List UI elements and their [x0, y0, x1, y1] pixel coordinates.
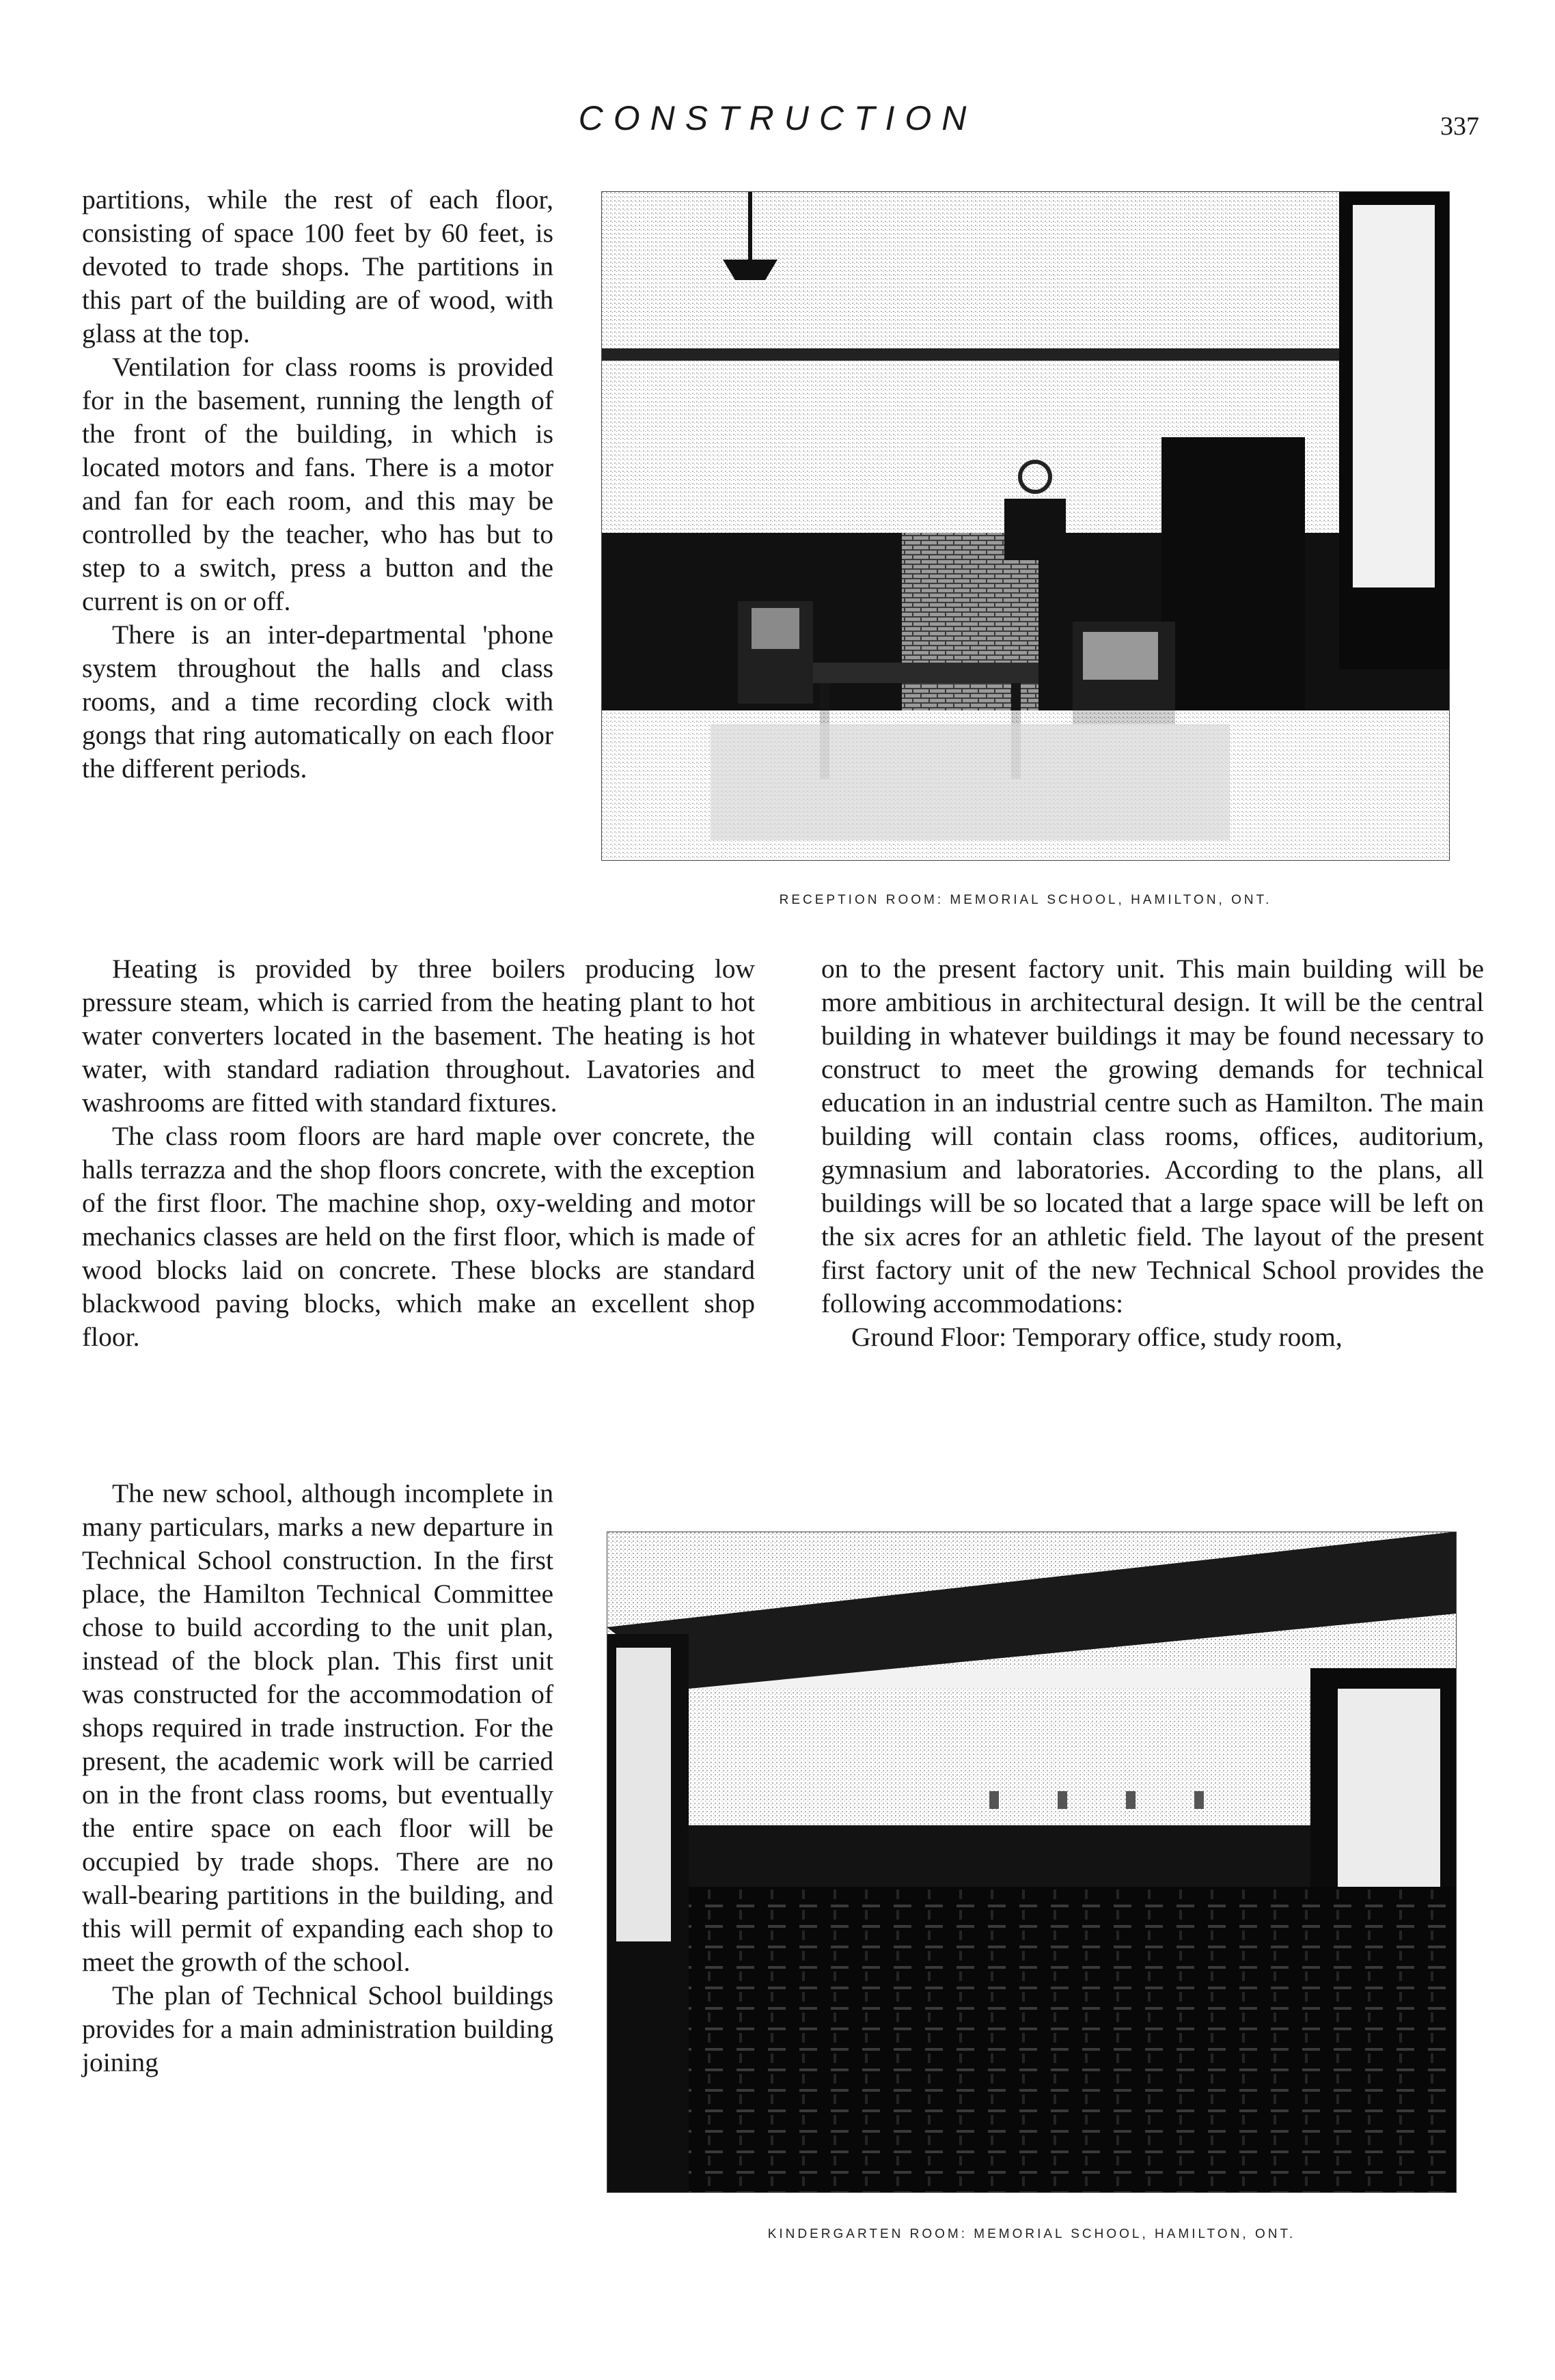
page-number: 337	[1440, 112, 1479, 141]
article-paragraph: The class room floors are hard maple over concrete, the halls terrazza and the shop floors concrete, with the exception of the first floor. The machine shop, oxy-welding and motor mechanics classes are held on the first floor, which is made of wood blocks laid on concrete. These blocks are standard blackwood paving blocks, which make an excellent shop floor.	[82, 1121, 755, 1352]
article-column-1-bottom	[82, 1477, 553, 2079]
article-column-1-middle	[82, 952, 755, 1354]
article-paragraph: Ground Floor: Temporary office, study room,	[851, 1322, 1343, 1352]
reception-room-caption: RECEPTION ROOM: MEMORIAL SCHOOL, HAMILTON, ONT.	[779, 893, 1272, 907]
article-paragraph: The new school, although incomplete in many particulars, marks a new departure in Technical School construction. In the first place, the Hamilton Technical Committee chose to build according to the unit plan, instead of the block plan. This first unit was constructed for the accommodation of shops required in trade instruction. For the present, the academic work will be carried on in the front class rooms, but eventually the entire space on each floor will be occupied by trade shops. There are no wall-bearing partitions in the building, and this will permit of expanding each shop to meet the growth of the school.	[82, 1478, 553, 1977]
article-paragraph: There is an inter-departmental 'phone system throughout the halls and class rooms, and a time recording clock with gongs that ring automatically on each floor the different periods.	[82, 620, 553, 784]
article-paragraph: on to the present factory unit. This main building will be more ambitious in architectural design. It will be the central building in whatever buildings it may be found necessary to construct to meet the growing demands for technical education in an industrial centre such as Hamilton. The main building will contain class rooms, offices, auditorium, gymnasium and laboratories. According to the plans, all buildings will be so located that a large space will be left on the six acres for an athletic field. The layout of the present first factory unit of the new Technical School provides the following accommodations:	[821, 954, 1484, 1318]
article-column-1-top	[82, 183, 553, 786]
article-paragraph: Ventilation for class rooms is provided for in the basement, running the length of the front of the building, in which is located motors and fans. There is a motor and fan for each room, and this may be controlled by the teacher, who has but to step to a switch, press a button and the current is on or off.	[82, 352, 553, 616]
kindergarten-room-photo	[607, 1532, 1457, 2193]
reception-room-photo	[601, 191, 1450, 861]
running-header-title: CONSTRUCTION	[578, 99, 977, 137]
kindergarten-room-caption: KINDERGARTEN ROOM: MEMORIAL SCHOOL, HAMILTON, ONT.	[767, 2227, 1296, 2241]
article-column-2	[821, 952, 1484, 1354]
article-paragraph: partitions, while the rest of each floor, consisting of space 100 feet by 60 feet, is devoted to trade shops. The partitions in this part of the building are of wood, with glass at the top.	[82, 184, 553, 348]
article-paragraph: The plan of Technical School buildings provides for a main administration building joining	[82, 1980, 553, 2077]
article-paragraph: Heating is provided by three boilers producing low pressure steam, which is carried from the heating plant to hot water converters located in the basement. The heating is hot water, with standard radiation throughout. Lavatories and washrooms are fitted with standard fixtures.	[82, 954, 755, 1118]
